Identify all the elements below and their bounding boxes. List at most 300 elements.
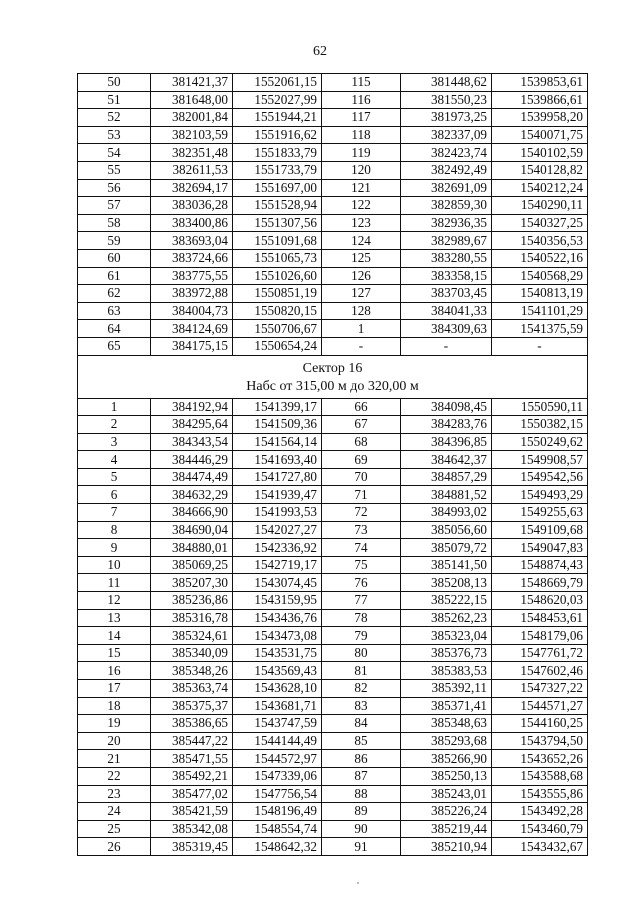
table-row xyxy=(78,398,588,416)
y-coordinate-cell: 1548179,06 xyxy=(492,627,588,645)
x-coordinate-cell: 384192,94 xyxy=(151,398,233,416)
x-coordinate-cell: 385319,45 xyxy=(151,838,233,856)
x-coordinate-cell: 383693,04 xyxy=(151,232,233,250)
x-coordinate-cell: 384474,49 xyxy=(151,468,233,486)
sector-header-cell xyxy=(78,355,588,398)
y-coordinate-cell: 1551091,68 xyxy=(233,232,322,250)
y-coordinate-cell: 1547339,06 xyxy=(233,767,322,785)
table-row xyxy=(78,486,588,504)
point-number-cell: 115 xyxy=(322,74,401,92)
y-coordinate-cell: 1541399,17 xyxy=(233,398,322,416)
point-number-cell: 91 xyxy=(322,838,401,856)
x-coordinate-cell: 384175,15 xyxy=(151,337,233,355)
point-number-cell: 62 xyxy=(78,285,151,303)
x-coordinate-cell: 382611,53 xyxy=(151,161,233,179)
y-coordinate-cell: 1551833,79 xyxy=(233,144,322,162)
y-coordinate-cell: 1543492,28 xyxy=(492,803,588,821)
point-number-cell: 14 xyxy=(78,627,151,645)
x-coordinate-cell: 384309,63 xyxy=(401,320,492,338)
y-coordinate-cell: 1541101,29 xyxy=(492,302,588,320)
point-number-cell: 124 xyxy=(322,232,401,250)
table-row xyxy=(78,232,588,250)
point-number-cell: 55 xyxy=(78,161,151,179)
y-coordinate-cell: 1541564,14 xyxy=(233,433,322,451)
point-number-cell: 54 xyxy=(78,144,151,162)
sector-header-row xyxy=(78,355,588,398)
x-coordinate-cell: 383036,28 xyxy=(151,197,233,215)
x-coordinate-cell: 384283,76 xyxy=(401,416,492,434)
x-coordinate-cell: 385392,11 xyxy=(401,680,492,698)
point-number-cell: 125 xyxy=(322,249,401,267)
point-number-cell: 121 xyxy=(322,179,401,197)
point-number-cell: 122 xyxy=(322,197,401,215)
table-row xyxy=(78,750,588,768)
y-coordinate-cell: 1550820,15 xyxy=(233,302,322,320)
point-number-cell: 116 xyxy=(322,91,401,109)
x-coordinate-cell: 385363,74 xyxy=(151,680,233,698)
y-coordinate-cell: 1549908,57 xyxy=(492,451,588,469)
y-coordinate-cell: 1544144,49 xyxy=(233,732,322,750)
x-coordinate-cell: 382691,09 xyxy=(401,179,492,197)
point-number-cell: 18 xyxy=(78,697,151,715)
table-row xyxy=(78,302,588,320)
table-row xyxy=(78,126,588,144)
y-coordinate-cell: 1542336,92 xyxy=(233,539,322,557)
point-number-cell: 90 xyxy=(322,820,401,838)
y-coordinate-cell: 1548669,79 xyxy=(492,574,588,592)
x-coordinate-cell: 385348,26 xyxy=(151,662,233,680)
point-number-cell: 5 xyxy=(78,468,151,486)
y-coordinate-cell: 1543473,08 xyxy=(233,627,322,645)
point-number-cell: 63 xyxy=(78,302,151,320)
y-coordinate-cell: 1549047,83 xyxy=(492,539,588,557)
y-coordinate-cell: 1543460,79 xyxy=(492,820,588,838)
x-coordinate-cell: 385323,04 xyxy=(401,627,492,645)
y-coordinate-cell: 1544572,97 xyxy=(233,750,322,768)
x-coordinate-cell: 384396,85 xyxy=(401,433,492,451)
y-coordinate-cell: 1551733,79 xyxy=(233,161,322,179)
scan-speck xyxy=(357,882,359,884)
table-row xyxy=(78,592,588,610)
x-coordinate-cell: 382351,48 xyxy=(151,144,233,162)
y-coordinate-cell: 1549493,29 xyxy=(492,486,588,504)
point-number-cell: 52 xyxy=(78,109,151,127)
point-number-cell: 8 xyxy=(78,521,151,539)
y-coordinate-cell: 1549109,68 xyxy=(492,521,588,539)
y-coordinate-cell: 1541993,53 xyxy=(233,504,322,522)
point-number-cell: 119 xyxy=(322,144,401,162)
table-row xyxy=(78,574,588,592)
x-coordinate-cell: 382936,35 xyxy=(401,214,492,232)
x-coordinate-cell: 384124,69 xyxy=(151,320,233,338)
y-coordinate-cell: 1551697,00 xyxy=(233,179,322,197)
point-number-cell: 23 xyxy=(78,785,151,803)
table-row xyxy=(78,74,588,92)
y-coordinate-cell: 1540327,25 xyxy=(492,214,588,232)
point-number-cell: 1 xyxy=(322,320,401,338)
y-coordinate-cell: 1550590,11 xyxy=(492,398,588,416)
y-coordinate-cell: 1543652,26 xyxy=(492,750,588,768)
table-row xyxy=(78,285,588,303)
x-coordinate-cell: 385492,21 xyxy=(151,767,233,785)
point-number-cell: 67 xyxy=(322,416,401,434)
point-number-cell: 2 xyxy=(78,416,151,434)
point-number-cell: 84 xyxy=(322,715,401,733)
x-coordinate-cell: 385340,09 xyxy=(151,644,233,662)
y-coordinate-cell: 1551944,21 xyxy=(233,109,322,127)
x-coordinate-cell: 384881,52 xyxy=(401,486,492,504)
x-coordinate-cell: 385266,90 xyxy=(401,750,492,768)
top-rows-body xyxy=(78,74,588,356)
table-row xyxy=(78,803,588,821)
point-number-cell: 9 xyxy=(78,539,151,557)
table-row xyxy=(78,767,588,785)
x-coordinate-cell: 382337,09 xyxy=(401,126,492,144)
x-coordinate-cell: 384632,29 xyxy=(151,486,233,504)
point-number-cell: 24 xyxy=(78,803,151,821)
y-coordinate-cell: 1543747,59 xyxy=(233,715,322,733)
y-coordinate-cell: 1547756,54 xyxy=(233,785,322,803)
point-number-cell: 73 xyxy=(322,521,401,539)
point-number-cell: 89 xyxy=(322,803,401,821)
y-coordinate-cell: 1540071,75 xyxy=(492,126,588,144)
point-number-cell: 128 xyxy=(322,302,401,320)
x-coordinate-cell: 384098,45 xyxy=(401,398,492,416)
table-row xyxy=(78,320,588,338)
y-coordinate-cell: 1540522,16 xyxy=(492,249,588,267)
y-coordinate-cell: 1547327,22 xyxy=(492,680,588,698)
x-coordinate-cell: 384690,04 xyxy=(151,521,233,539)
point-number-cell: 4 xyxy=(78,451,151,469)
x-coordinate-cell: 385208,13 xyxy=(401,574,492,592)
x-coordinate-cell: 385383,53 xyxy=(401,662,492,680)
point-number-cell: 21 xyxy=(78,750,151,768)
y-coordinate-cell: 1541509,36 xyxy=(233,416,322,434)
x-coordinate-cell: 381973,25 xyxy=(401,109,492,127)
point-number-cell: 71 xyxy=(322,486,401,504)
y-coordinate-cell: 1543588,68 xyxy=(492,767,588,785)
x-coordinate-cell: 382859,30 xyxy=(401,197,492,215)
x-coordinate-cell: 384857,29 xyxy=(401,468,492,486)
y-coordinate-cell: 1539866,61 xyxy=(492,91,588,109)
x-coordinate-cell: 382694,17 xyxy=(151,179,233,197)
table-row xyxy=(78,337,588,355)
x-coordinate-cell: 383775,55 xyxy=(151,267,233,285)
point-number-cell: 81 xyxy=(322,662,401,680)
x-coordinate-cell: 385243,01 xyxy=(401,785,492,803)
x-coordinate-cell: 385141,50 xyxy=(401,556,492,574)
point-number-cell: 65 xyxy=(78,337,151,355)
table-row xyxy=(78,609,588,627)
y-coordinate-cell: 1541693,40 xyxy=(233,451,322,469)
point-number-cell: 86 xyxy=(322,750,401,768)
x-coordinate-cell: 385222,15 xyxy=(401,592,492,610)
x-coordinate-cell: 385324,61 xyxy=(151,627,233,645)
table-row xyxy=(78,267,588,285)
x-coordinate-cell: 385342,08 xyxy=(151,820,233,838)
x-coordinate-cell: 384041,33 xyxy=(401,302,492,320)
y-coordinate-cell: 1540568,29 xyxy=(492,267,588,285)
table-row xyxy=(78,109,588,127)
point-number-cell: 72 xyxy=(322,504,401,522)
x-coordinate-cell: 383724,66 xyxy=(151,249,233,267)
table-row xyxy=(78,556,588,574)
x-coordinate-cell: 381550,23 xyxy=(401,91,492,109)
y-coordinate-cell: - xyxy=(492,337,588,355)
point-number-cell: 126 xyxy=(322,267,401,285)
point-number-cell: 61 xyxy=(78,267,151,285)
point-number-cell: 78 xyxy=(322,609,401,627)
x-coordinate-cell: 385386,65 xyxy=(151,715,233,733)
y-coordinate-cell: 1552027,99 xyxy=(233,91,322,109)
point-number-cell: 70 xyxy=(322,468,401,486)
y-coordinate-cell: 1543531,75 xyxy=(233,644,322,662)
point-number-cell: 127 xyxy=(322,285,401,303)
x-coordinate-cell: 382423,74 xyxy=(401,144,492,162)
x-coordinate-cell: 384993,02 xyxy=(401,504,492,522)
y-coordinate-cell: 1552061,15 xyxy=(233,74,322,92)
y-coordinate-cell: 1540102,59 xyxy=(492,144,588,162)
y-coordinate-cell: 1548453,61 xyxy=(492,609,588,627)
table-row xyxy=(78,785,588,803)
point-number-cell: 80 xyxy=(322,644,401,662)
x-coordinate-cell: 385471,55 xyxy=(151,750,233,768)
y-coordinate-cell: 1550654,24 xyxy=(233,337,322,355)
point-number-cell: 64 xyxy=(78,320,151,338)
y-coordinate-cell: 1551307,56 xyxy=(233,214,322,232)
point-number-cell: 66 xyxy=(322,398,401,416)
point-number-cell: 69 xyxy=(322,451,401,469)
y-coordinate-cell: 1539853,61 xyxy=(492,74,588,92)
table-row xyxy=(78,662,588,680)
point-number-cell: 25 xyxy=(78,820,151,838)
y-coordinate-cell: 1541727,80 xyxy=(233,468,322,486)
y-coordinate-cell: 1540128,82 xyxy=(492,161,588,179)
x-coordinate-cell: 381421,37 xyxy=(151,74,233,92)
point-number-cell: 11 xyxy=(78,574,151,592)
x-coordinate-cell: 384666,90 xyxy=(151,504,233,522)
table-row xyxy=(78,468,588,486)
x-coordinate-cell: 383972,88 xyxy=(151,285,233,303)
y-coordinate-cell: 1550249,62 xyxy=(492,433,588,451)
table-row xyxy=(78,838,588,856)
point-number-cell: - xyxy=(322,337,401,355)
x-coordinate-cell: 382103,59 xyxy=(151,126,233,144)
table-row xyxy=(78,820,588,838)
x-coordinate-cell: 385219,44 xyxy=(401,820,492,838)
x-coordinate-cell: 385477,02 xyxy=(151,785,233,803)
y-coordinate-cell: 1549542,56 xyxy=(492,468,588,486)
y-coordinate-cell: 1543436,76 xyxy=(233,609,322,627)
sector-header-body xyxy=(78,355,588,398)
point-number-cell: 13 xyxy=(78,609,151,627)
table-row xyxy=(78,644,588,662)
x-coordinate-cell: 383358,15 xyxy=(401,267,492,285)
x-coordinate-cell: 385207,30 xyxy=(151,574,233,592)
point-number-cell: 56 xyxy=(78,179,151,197)
table-row xyxy=(78,214,588,232)
x-coordinate-cell: 385262,23 xyxy=(401,609,492,627)
point-number-cell: 76 xyxy=(322,574,401,592)
x-coordinate-cell: 385079,72 xyxy=(401,539,492,557)
x-coordinate-cell: 385210,94 xyxy=(401,838,492,856)
table-row xyxy=(78,144,588,162)
point-number-cell: 74 xyxy=(322,539,401,557)
x-coordinate-cell: 382001,84 xyxy=(151,109,233,127)
sector-subtitle: Набс от 315,00 м до 320,00 м xyxy=(246,378,419,394)
point-number-cell: 58 xyxy=(78,214,151,232)
point-number-cell: 79 xyxy=(322,627,401,645)
y-coordinate-cell: 1542027,27 xyxy=(233,521,322,539)
bottom-rows-body xyxy=(78,398,588,855)
x-coordinate-cell: 385376,73 xyxy=(401,644,492,662)
table-row xyxy=(78,732,588,750)
y-coordinate-cell: 1540290,11 xyxy=(492,197,588,215)
x-coordinate-cell: 384642,37 xyxy=(401,451,492,469)
x-coordinate-cell: 385447,22 xyxy=(151,732,233,750)
point-number-cell: 19 xyxy=(78,715,151,733)
x-coordinate-cell: 385056,60 xyxy=(401,521,492,539)
y-coordinate-cell: 1543432,67 xyxy=(492,838,588,856)
point-number-cell: 87 xyxy=(322,767,401,785)
x-coordinate-cell: 384004,73 xyxy=(151,302,233,320)
y-coordinate-cell: 1543555,86 xyxy=(492,785,588,803)
y-coordinate-cell: 1543628,10 xyxy=(233,680,322,698)
x-coordinate-cell: 383400,86 xyxy=(151,214,233,232)
table-row xyxy=(78,433,588,451)
y-coordinate-cell: 1544160,25 xyxy=(492,715,588,733)
y-coordinate-cell: 1551916,62 xyxy=(233,126,322,144)
point-number-cell: 118 xyxy=(322,126,401,144)
x-coordinate-cell: 385069,25 xyxy=(151,556,233,574)
x-coordinate-cell: 384343,54 xyxy=(151,433,233,451)
sector-title: Сектор 16 xyxy=(302,360,363,376)
y-coordinate-cell: 1543794,50 xyxy=(492,732,588,750)
x-coordinate-cell: 385316,78 xyxy=(151,609,233,627)
x-coordinate-cell: 385371,41 xyxy=(401,697,492,715)
point-number-cell: 75 xyxy=(322,556,401,574)
point-number-cell: 68 xyxy=(322,433,401,451)
y-coordinate-cell: 1549255,63 xyxy=(492,504,588,522)
y-coordinate-cell: 1548874,43 xyxy=(492,556,588,574)
point-number-cell: 3 xyxy=(78,433,151,451)
x-coordinate-cell: 385226,24 xyxy=(401,803,492,821)
coordinates-table xyxy=(77,73,588,856)
x-coordinate-cell: - xyxy=(401,337,492,355)
point-number-cell: 57 xyxy=(78,197,151,215)
x-coordinate-cell: 385421,59 xyxy=(151,803,233,821)
x-coordinate-cell: 385375,37 xyxy=(151,697,233,715)
y-coordinate-cell: 1548642,32 xyxy=(233,838,322,856)
point-number-cell: 17 xyxy=(78,680,151,698)
table-row xyxy=(78,91,588,109)
y-coordinate-cell: 1544571,27 xyxy=(492,697,588,715)
point-number-cell: 50 xyxy=(78,74,151,92)
table-row xyxy=(78,249,588,267)
point-number-cell: 6 xyxy=(78,486,151,504)
table-row xyxy=(78,197,588,215)
point-number-cell: 20 xyxy=(78,732,151,750)
x-coordinate-cell: 382989,67 xyxy=(401,232,492,250)
point-number-cell: 77 xyxy=(322,592,401,610)
x-coordinate-cell: 381448,62 xyxy=(401,74,492,92)
y-coordinate-cell: 1543681,71 xyxy=(233,697,322,715)
y-coordinate-cell: 1548196,49 xyxy=(233,803,322,821)
x-coordinate-cell: 385250,13 xyxy=(401,767,492,785)
y-coordinate-cell: 1539958,20 xyxy=(492,109,588,127)
table-row xyxy=(78,504,588,522)
table-row xyxy=(78,539,588,557)
page-number: 62 xyxy=(313,44,327,59)
table-row xyxy=(78,521,588,539)
table-row xyxy=(78,680,588,698)
point-number-cell: 15 xyxy=(78,644,151,662)
table-row xyxy=(78,715,588,733)
x-coordinate-cell: 381648,00 xyxy=(151,91,233,109)
x-coordinate-cell: 384295,64 xyxy=(151,416,233,434)
x-coordinate-cell: 385236,86 xyxy=(151,592,233,610)
point-number-cell: 59 xyxy=(78,232,151,250)
table-row xyxy=(78,627,588,645)
point-number-cell: 82 xyxy=(322,680,401,698)
y-coordinate-cell: 1543074,45 xyxy=(233,574,322,592)
table-row xyxy=(78,451,588,469)
y-coordinate-cell: 1550382,15 xyxy=(492,416,588,434)
table-row xyxy=(78,416,588,434)
point-number-cell: 7 xyxy=(78,504,151,522)
y-coordinate-cell: 1550706,67 xyxy=(233,320,322,338)
y-coordinate-cell: 1548620,03 xyxy=(492,592,588,610)
y-coordinate-cell: 1551026,60 xyxy=(233,267,322,285)
y-coordinate-cell: 1542719,17 xyxy=(233,556,322,574)
y-coordinate-cell: 1550851,19 xyxy=(233,285,322,303)
y-coordinate-cell: 1548554,74 xyxy=(233,820,322,838)
point-number-cell: 120 xyxy=(322,161,401,179)
point-number-cell: 26 xyxy=(78,838,151,856)
x-coordinate-cell: 382492,49 xyxy=(401,161,492,179)
table-row xyxy=(78,697,588,715)
point-number-cell: 1 xyxy=(78,398,151,416)
x-coordinate-cell: 383280,55 xyxy=(401,249,492,267)
point-number-cell: 12 xyxy=(78,592,151,610)
point-number-cell: 22 xyxy=(78,767,151,785)
x-coordinate-cell: 385293,68 xyxy=(401,732,492,750)
point-number-cell: 16 xyxy=(78,662,151,680)
y-coordinate-cell: 1551065,73 xyxy=(233,249,322,267)
x-coordinate-cell: 385348,63 xyxy=(401,715,492,733)
x-coordinate-cell: 384880,01 xyxy=(151,539,233,557)
x-coordinate-cell: 383703,45 xyxy=(401,285,492,303)
y-coordinate-cell: 1543569,43 xyxy=(233,662,322,680)
point-number-cell: 10 xyxy=(78,556,151,574)
y-coordinate-cell: 1540813,19 xyxy=(492,285,588,303)
y-coordinate-cell: 1551528,94 xyxy=(233,197,322,215)
y-coordinate-cell: 1547761,72 xyxy=(492,644,588,662)
point-number-cell: 60 xyxy=(78,249,151,267)
y-coordinate-cell: 1541375,59 xyxy=(492,320,588,338)
y-coordinate-cell: 1541939,47 xyxy=(233,486,322,504)
point-number-cell: 123 xyxy=(322,214,401,232)
point-number-cell: 53 xyxy=(78,126,151,144)
y-coordinate-cell: 1540356,53 xyxy=(492,232,588,250)
y-coordinate-cell: 1543159,95 xyxy=(233,592,322,610)
point-number-cell: 85 xyxy=(322,732,401,750)
y-coordinate-cell: 1540212,24 xyxy=(492,179,588,197)
point-number-cell: 83 xyxy=(322,697,401,715)
table-row xyxy=(78,179,588,197)
point-number-cell: 51 xyxy=(78,91,151,109)
point-number-cell: 88 xyxy=(322,785,401,803)
